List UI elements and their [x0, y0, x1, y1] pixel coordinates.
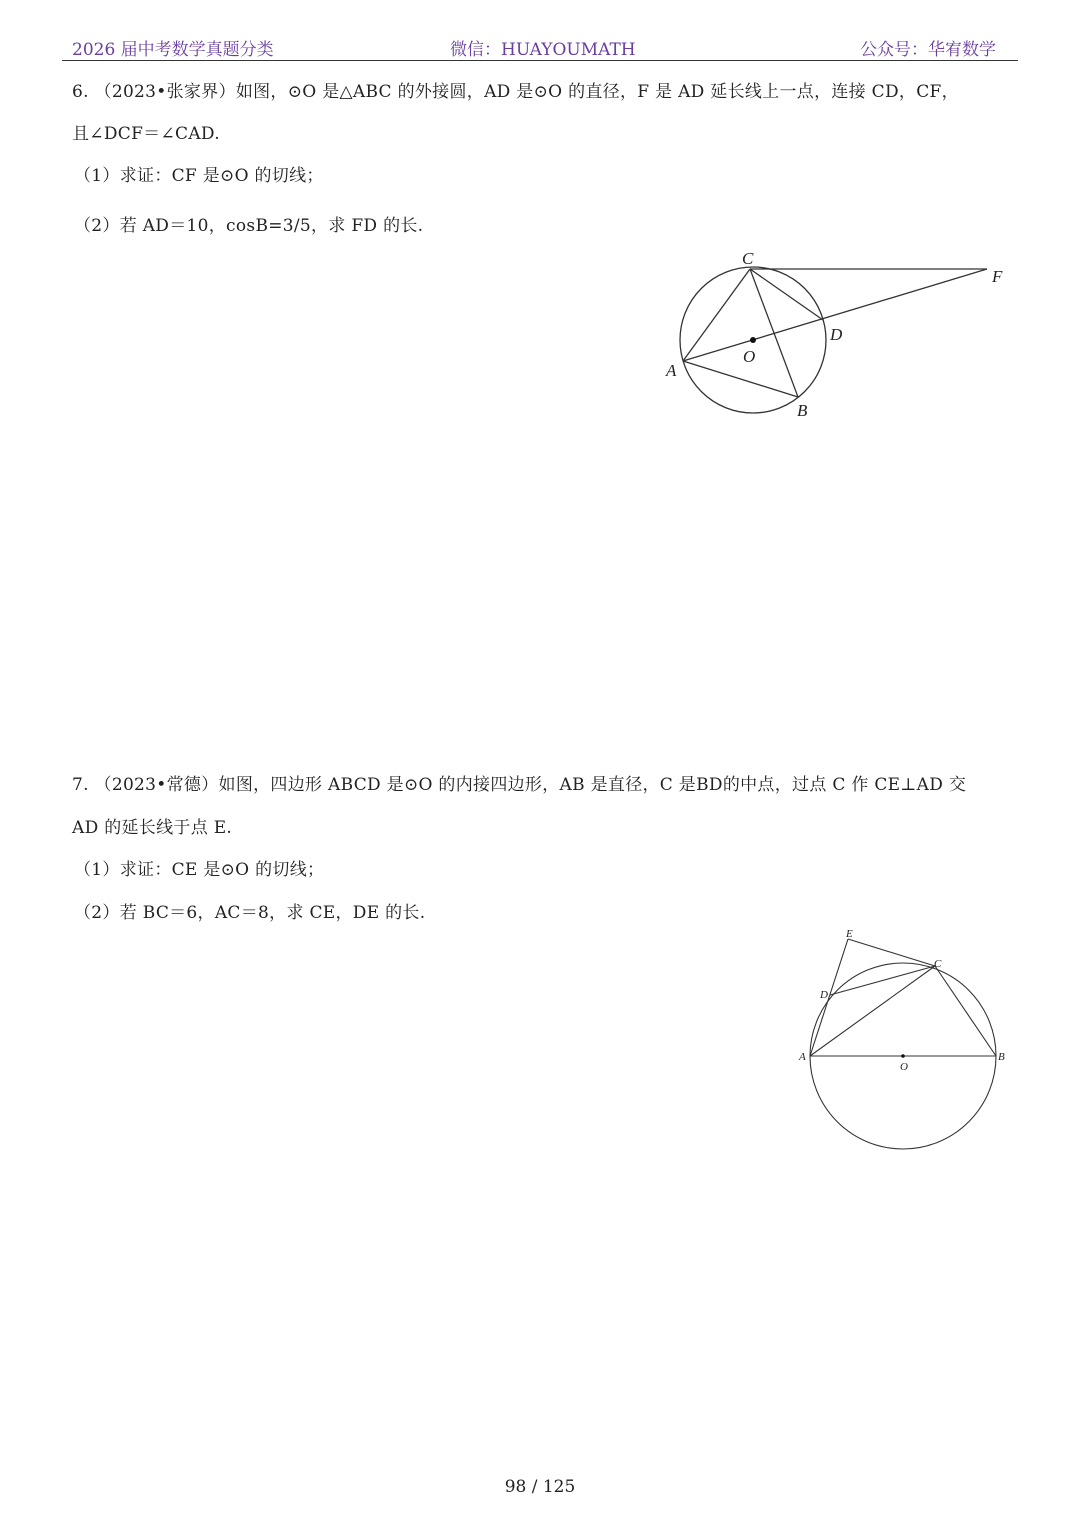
p7-center-dot: [901, 1054, 905, 1058]
p6-label-d: D: [830, 325, 843, 344]
p7-label-o: O: [900, 1061, 908, 1073]
p7-line-ec: [848, 939, 935, 966]
header-series-title: 2026 届中考数学真题分类: [72, 40, 274, 60]
p7-label-b: B: [998, 1051, 1005, 1063]
header-public-account: 公众号：华宥数学: [860, 40, 996, 60]
problem7-part2: （2）若 BC＝6，AC＝8，求 CE，DE 的长.: [74, 903, 426, 923]
problem7-figure: [790, 925, 1020, 1155]
problem6-part2: （2）若 AD＝10，cosB=3/5，求 FD 的长.: [74, 216, 424, 236]
problem6-line2: 且∠DCF＝∠CAD.: [72, 124, 220, 144]
p7-label-a: A: [799, 1051, 806, 1063]
problem6-line1: 6. （2023•张家界）如图，⊙O 是△ABC 的外接圆，AD 是⊙O 的直径，F 是 AD 延长线上一点，连接 CD，CF，: [72, 82, 959, 102]
p7-label-e: E: [846, 928, 853, 940]
p7-label-d: D: [820, 989, 828, 1001]
problem6-figure: [650, 240, 1030, 430]
p7-line-ae: [810, 939, 848, 1056]
problem7-line1: 7. （2023•常德）如图，四边形 ABCD 是⊙O 的内接四边形，AB 是直径，C 是BD的中点，过点 C 作 CE⊥AD 交: [72, 775, 967, 795]
p6-line-cd: [750, 269, 823, 320]
p7-label-c: C: [934, 958, 942, 970]
problem7-line2: AD 的延长线于点 E.: [72, 818, 233, 838]
page-number: 98 / 125: [504, 1477, 576, 1497]
p6-line-cb: [750, 269, 798, 397]
page-header: [62, 30, 1018, 61]
header-wechat: 微信：HUAYOUMATH: [450, 40, 636, 60]
problem6-part1: （1）求证：CF 是⊙O 的切线；: [74, 166, 324, 186]
p6-label-a: A: [666, 361, 677, 380]
p7-line-ac: [810, 966, 935, 1056]
p6-line-ab: [683, 361, 798, 397]
p6-label-b: B: [797, 401, 808, 420]
p6-line-af: [683, 269, 987, 361]
p6-center-dot: [750, 337, 756, 343]
p6-label-c: C: [742, 249, 754, 268]
problem7-part1: （1）求证：CE 是⊙O 的切线；: [74, 860, 325, 880]
p7-line-cb: [935, 966, 996, 1056]
p6-label-o: O: [743, 347, 756, 366]
p7-line-dc: [830, 966, 935, 995]
p6-label-f: F: [992, 267, 1003, 286]
p6-line-ca: [683, 269, 750, 361]
